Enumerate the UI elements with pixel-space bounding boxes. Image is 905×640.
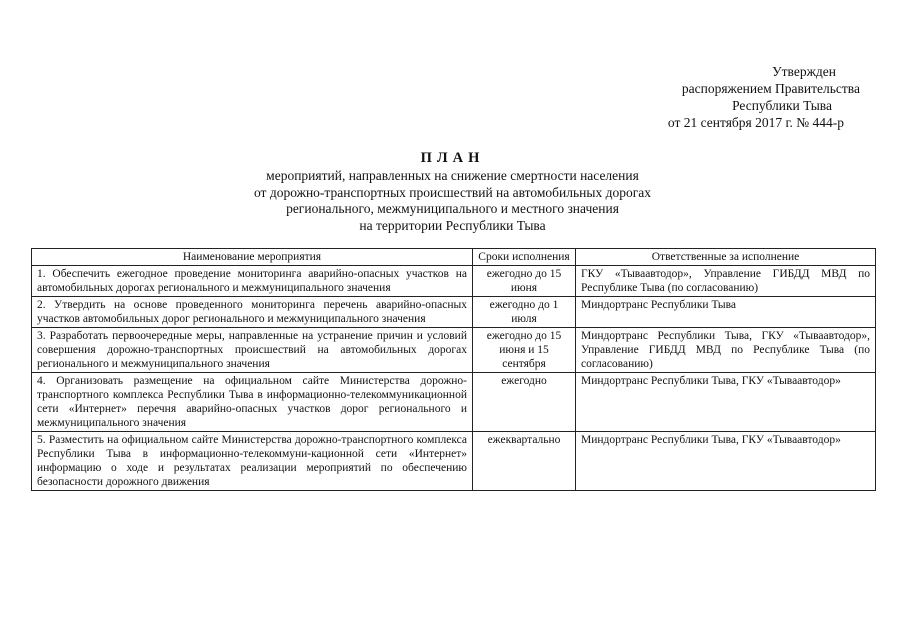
document-title: ПЛАН [420, 150, 485, 166]
subtitle-line-4: на территории Республики Тыва [359, 217, 546, 233]
row-responsible: ГКУ «Тываавтодор», Управление ГИБДД МВД по Республике Тыва (по согласованию) [576, 266, 876, 297]
subtitle-line-1: мероприятий, направленных на снижение смертности населения [266, 168, 639, 183]
row-responsible: Миндортранс Республики Тыва [576, 297, 876, 328]
row-responsible: Миндортранс Республики Тыва, ГКУ «Тываавтодор», Управление ГИБДД МВД по Республике Тыва (по согласованию) [576, 328, 876, 373]
header-responsible: Ответственные за исполнение [576, 249, 876, 266]
header-deadline: Сроки исполнения [473, 249, 576, 266]
approval-line-3: Республики Тыва [732, 98, 832, 113]
row-name: 5. Разместить на официальном сайте Министерства дорожно-транспортного комплекса Республики Тыва в информационно-телекоммуни-кационной сети «Интернет» информацию о ходе и результатах реализации мероприятий по обеспечению безопасности дорожного движения [32, 432, 473, 491]
row-responsible: Миндортранс Республики Тыва, ГКУ «Тываавтодор» [576, 373, 876, 432]
approval-line-1: Утвержден [772, 64, 836, 79]
table-row [32, 432, 876, 491]
row-name: 1. Обеспечить ежегодное проведение мониторинга аварийно-опасных участков на автомобильных дорогах регионального и межмуниципального значения [32, 266, 473, 297]
subtitle-line-2: от дорожно-транспортных происшествий на автомобильных дорогах [253, 184, 651, 200]
table-header-row [32, 249, 876, 266]
subtitle-line-3: регионального, межмуниципального и местного значения [286, 201, 619, 216]
table-row [32, 328, 876, 373]
row-responsible: Миндортранс Республики Тыва, ГКУ «Тываавтодор» [576, 432, 876, 491]
row-name: 2. Утвердить на основе проведенного мониторинга перечень аварийно-опасных участков автомобильных дорог регионального и межмуниципального значения [32, 297, 473, 328]
approval-stamp [640, 63, 890, 131]
document-subtitle [0, 168, 905, 234]
approval-line-2: распоряжением Правительства [681, 81, 860, 96]
header-name: Наименование мероприятия [32, 249, 473, 266]
row-deadline: ежегодно до 1 июля [473, 297, 576, 328]
row-deadline: ежегодно до 15 июня и 15 сентября [473, 328, 576, 373]
row-deadline: ежеквартально [473, 432, 576, 491]
row-name: 3. Разработать первоочередные меры, направленные на устранение причин и условий совершения дорожно-транспортных происшествий на автомобильных дорогах регионального и межмуниципального значения [32, 328, 473, 373]
table-row [32, 266, 876, 297]
plan-table [31, 248, 876, 491]
row-deadline: ежегодно [473, 373, 576, 432]
row-deadline: ежегодно до 15 июня [473, 266, 576, 297]
table-row [32, 373, 876, 432]
table-row [32, 297, 876, 328]
row-name: 4. Организовать размещение на официальном сайте Министерства дорожно-транспортного комплекса Республики Тыва в информационно-телекоммуникационной сети «Интернет» перечня аварийно-опасных участков дорог регионального и межмуниципального значения [32, 373, 473, 432]
approval-line-4: от 21 сентября 2017 г. № 444-р [667, 115, 844, 130]
